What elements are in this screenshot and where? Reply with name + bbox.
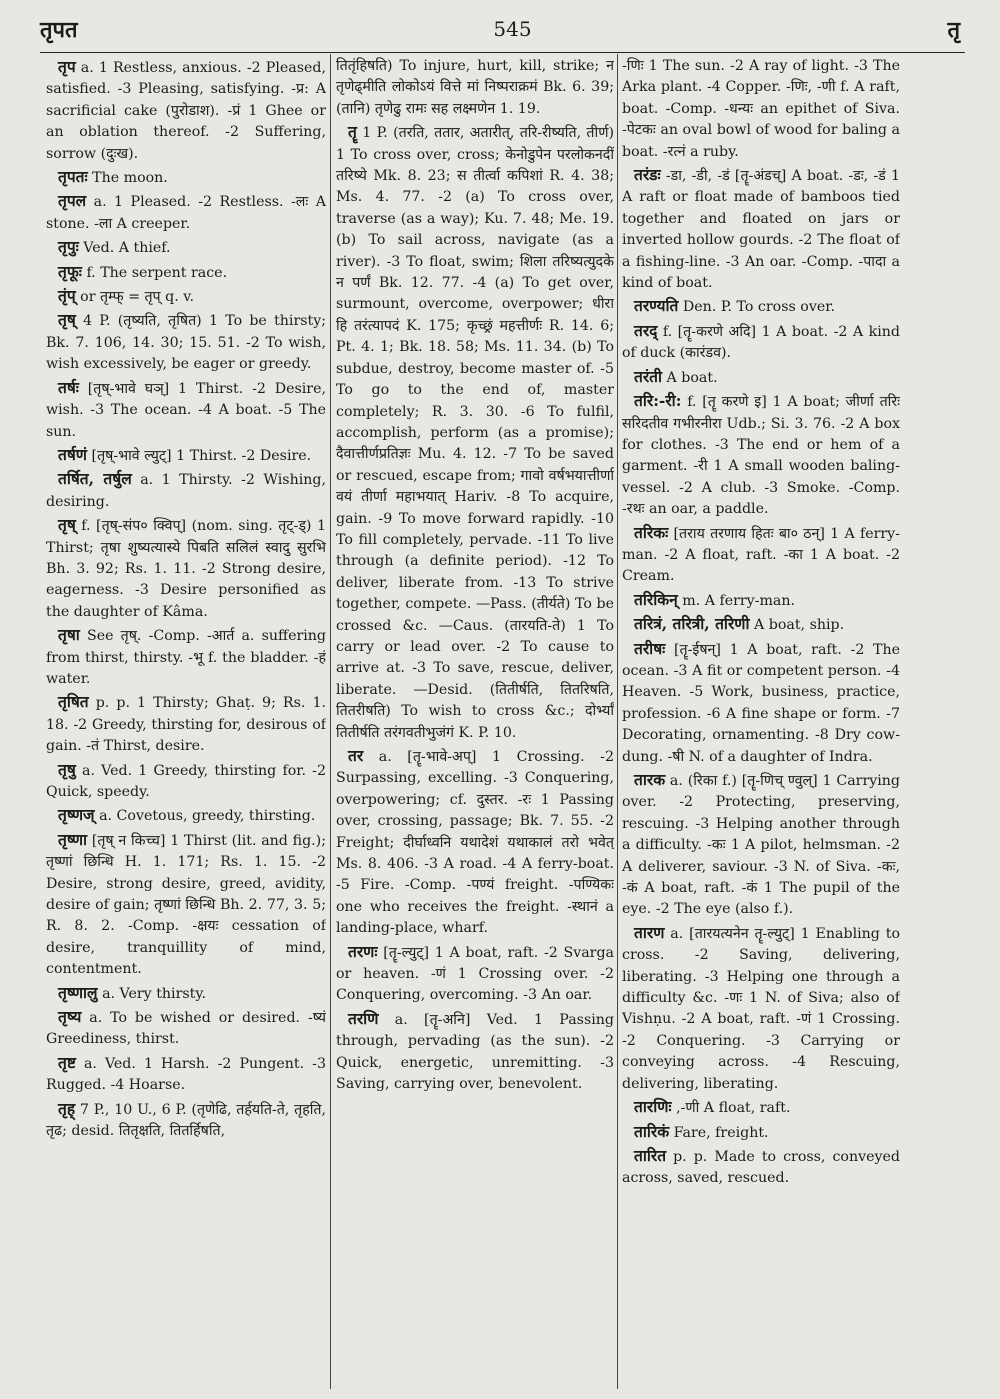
entry-definition: a. [तारयत्यनेन तॄ-ल्युट्] 1 Enabling to cross. -2 Saving, delivering, liberating. -3 Helping one through a difficulty &c. -णः 1 N. of Siva; also of Vishṇu. -2 A boat, raft. -णं 1 Crossing. -2 Conquering. -3 Carrying or conveying across. -4 Rescuing, delivering, liberating. — [622, 925, 900, 1092]
dictionary-entry — [46, 285, 326, 308]
entry-headword: तृष् — [58, 515, 76, 535]
entry-headword: तृषु — [58, 759, 76, 779]
dictionary-entry — [46, 804, 326, 827]
entry-definition: f. [तृष्-संप० क्विप्] (nom. sing. तृट्-ड्) 1 Thirst; तृषा शुष्यत्यास्ये पिबति सलिलं स्वादु सुरभि Bh. 3. 92; Rs. 1. 11. -2 Strong desire, eagerness. -3 Desire personified as the daughter of Kâma. — [46, 518, 326, 620]
entry-headword: तारण — [634, 922, 665, 942]
entry-definition: See तृष्. -Comp. -आर्त a. suffering from thirst, thirsty. -भू f. the bladder. -हं water. — [46, 628, 326, 687]
header-right-guideword: तृ — [947, 17, 960, 43]
entry-definition: -णिः 1 The sun. -2 A ray of light. -3 The Arka plant. -4 Copper. -णिः, -णी f. A raft, boat. -Comp. -धन्यः an epithet of Siva. -पेटकः an oval bowl of wood for baling a boat. -रत्नं a ruby. — [622, 58, 900, 160]
dictionary-entry — [46, 691, 326, 757]
entry-headword: तर्षित, तर्षुल — [58, 469, 132, 489]
entry-headword: तर्षः — [58, 377, 79, 397]
entry-definition: a. 1 Restless, anxious. -2 Pleased, satisfied. -3 Pleasing, satisfying. -प्र: A sacrificial cake (पुरोडाश). -प्रं 1 Ghee or an oblation thereof. -2 Suffering, sorrow (दुःख). — [46, 60, 326, 162]
dictionary-entry — [336, 745, 614, 940]
dictionary-entry — [46, 1098, 326, 1143]
entry-definition: a. Very thirsty. — [102, 985, 206, 1002]
entry-definition: m. A ferry-man. — [682, 592, 796, 609]
entry-headword: तारक — [634, 770, 666, 789]
dictionary-entry — [46, 982, 326, 1005]
dictionary-entry — [622, 390, 900, 520]
entry-headword: तृष्य — [58, 1007, 82, 1027]
dictionary-entry — [622, 320, 900, 365]
entry-headword: तृष्ट — [58, 1052, 76, 1072]
entry-definition: a. To be wished or desired. -ष्यं Greediness, thirst. — [46, 1010, 326, 1048]
entry-headword: तृषा — [58, 625, 80, 645]
dictionary-entry — [622, 295, 900, 318]
dictionary-entry — [336, 941, 614, 1007]
dictionary-entry — [46, 236, 326, 259]
entry-headword: तृपल — [58, 191, 87, 211]
entry-headword: तॄ — [348, 122, 357, 142]
running-header — [40, 12, 960, 46]
dictionary-entry — [622, 589, 900, 612]
entry-definition: 7 P., 10 U., 6 P. (तृणेढि, तर्हयति-ते, तृहति, तृढ; desid. तितृक्षति, तितर्हिषति, — [46, 1101, 326, 1140]
dictionary-entry — [336, 1008, 614, 1096]
entry-definition: तितृंहिषति) To injure, hurt, kill, strike; न तृणेढ्मीति लोकोऽयं वित्ते मां निष्पराक्रमं Bk. 6. 39; (तानि) तृणेढु रामः सह लक्ष्मणेन 1. 19. — [336, 58, 614, 117]
dictionary-entry — [336, 121, 614, 744]
dictionary-entry — [622, 366, 900, 389]
dictionary-entry — [46, 468, 326, 513]
entry-headword: तृफूः — [58, 261, 82, 281]
entry-definition: A boat, ship. — [754, 617, 845, 634]
entry-definition: -डा, -डी, -डं [तॄ-अंडच्] A boat. -डः, -डं 1 A raft or float made of bamboos tied together and floated on jars or inverted hollow gourds. -2 The float of a fishing-line. -3 An oar. -Comp. -पादा a kind of boat. — [622, 168, 900, 292]
entry-definition: f. [तॄ-करणे अदि] 1 A boat. -2 A kind of duck (कारंडव). — [622, 323, 900, 362]
entry-headword: तृंप् — [58, 286, 76, 306]
entry-headword: तारित — [634, 1145, 667, 1165]
entry-headword: तृष्णज् — [58, 805, 95, 825]
entry-headword: तरणि — [348, 1008, 379, 1028]
entry-definition: a. [तॄ-भावे-अप्] 1 Crossing. -2 Surpassing, excelling. -3 Conquering, overpowering; cf. दुस्तर. -रः 1 Passing over, crossing, passage; Bk. 7. 55. -2 Freight; दीर्घाध्वनि यथादेशं यथाकालं तरो भवेत् Ms. 8. 406. -3 A road. -4 A ferry-boat. -5 Fire. -Comp. -पण्यं freight. -पण्यिकः one who receives the freight. -स्थानं a landing-place, wharf. — [336, 749, 614, 937]
entry-definition: p. p. Made to cross, conveyed across, saved, rescued. — [622, 1148, 900, 1187]
dictionary-entry — [336, 56, 614, 120]
entry-definition: [तृष्-भावे घञ्] 1 Thirst. -2 Desire, wish. -3 The ocean. -4 A boat. -5 The sun. — [46, 380, 326, 440]
entry-headword: तृष्णालु — [58, 982, 98, 1002]
dictionary-entry — [622, 1121, 900, 1144]
entry-headword: तृषित — [58, 692, 89, 712]
entry-definition: The moon. — [92, 170, 168, 187]
dictionary-entry — [46, 444, 326, 467]
entry-definition: a. Ved. 1 Greedy, thirsting for. -2 Quick, speedy. — [46, 762, 326, 800]
entry-headword: तृष्णा — [58, 829, 88, 849]
entry-definition: [तृष्-भावे ल्युट्] 1 Thirst. -2 Desire. — [91, 447, 312, 464]
dictionary-entry — [622, 922, 900, 1095]
header-rule — [40, 52, 965, 53]
entry-headword: तर — [348, 746, 364, 765]
entry-headword: तरणः — [348, 941, 378, 961]
entry-definition: a. [तॄ-अनि] Ved. 1 Passing through, pervading (as the sun). -2 Quick, energetic, unremitting. -3 Saving, carrying over, benevolent. — [336, 1011, 614, 1093]
entry-definition: 4 P. (तृष्यति, तृषित) 1 To be thirsty; Bk. 7. 106, 14. 30; 15. 51. -2 To wish, wish excessively, be eager or greedy. — [46, 313, 326, 373]
entry-headword: तरण्यति — [634, 296, 679, 316]
column-divider-1 — [330, 54, 331, 1389]
dictionary-entry — [46, 190, 326, 235]
entry-definition: a. Ved. 1 Harsh. -2 Pungent. -3 Rugged. -4 Hoarse. — [46, 1055, 326, 1094]
dictionary-entry — [46, 56, 326, 165]
entry-headword: तरित्रं, तरित्री, तरिणी — [634, 614, 750, 634]
dictionary-entry — [46, 759, 326, 804]
column-1 — [46, 56, 326, 1386]
entry-headword: तृष् — [58, 310, 76, 330]
dictionary-entry — [46, 166, 326, 189]
entry-definition: ,-णी A float, raft. — [676, 1100, 791, 1117]
dictionary-entry — [46, 377, 326, 443]
entry-headword: तरि:-री: — [634, 391, 682, 411]
dictionary-entry — [46, 1052, 326, 1097]
dictionary-entry — [622, 638, 900, 768]
entry-definition: a. 1 Pleased. -2 Restless. -लः A stone. -ला A creeper. — [46, 194, 326, 232]
entry-definition: [तॄ-ईषन्] 1 A boat, raft. -2 The ocean. -3 A fit or competent person. -4 Heaven. -5 Work, business, practice, profession. -6 A fine shape or form. -7 Decorating, ornamenting. -8 Dry cow-dung. -षी N. of a daughter of Indra. — [622, 641, 900, 765]
entry-headword: तर्षणं — [58, 444, 88, 464]
entry-headword: तरीषः — [634, 638, 666, 658]
entry-definition: A boat. — [666, 369, 718, 386]
column-3 — [622, 56, 900, 1386]
entry-definition: p. p. 1 Thirsty; Ghaṭ. 9; Rs. 1. 18. -2 Greedy, thirsting for, desirous of gain. -तं Thirst, desire. — [46, 695, 326, 755]
column-divider-2 — [617, 54, 618, 1389]
entry-headword: तरिकिन् — [634, 589, 678, 609]
dictionary-entry — [622, 522, 900, 588]
dictionary-entry — [46, 261, 326, 284]
entry-headword: तरद् — [634, 320, 658, 340]
entry-definition: a. (रिका f.) [तॄ-णिच् ण्वुल्] 1 Carrying over. -2 Protecting, preserving, rescuing. -3 Helping another through a difficulty. -कः 1 A pilot, helmsman. -2 A deliverer, saviour. -3 N. of Siva. -कः, -कं A boat, raft. -कं 1 The pupil of the eye. -2 The eye (also f.). — [622, 773, 900, 918]
dictionary-entry — [622, 1145, 900, 1190]
dictionary-entry — [46, 624, 326, 690]
entry-headword: तरिकः — [634, 522, 669, 542]
dictionary-entry — [622, 164, 900, 294]
dictionary-entry — [622, 769, 900, 921]
entry-definition: 1 P. (तरति, ततार, अतारीत्, तरि-रीष्यति, तीर्ण) 1 To cross over, cross; केनोडुपेन परलोकनदीं तरिष्ये Mk. 8. 23; स तीर्त्वा कपिशां R. 4. 38; Ms. 4. 77. -2 (a) To cross over, traverse (as a way); Ku. 7. 48; Me. 19. (b) To sail across, navigate (as a river). -3 To float, swim; शिला तरिष्यत्युदके न पर्णं Bk. 12. 77. -4 (a) To get over, surmount, overcome, overpower; धीरा हि तरंत्यापदं K. 175; कृच्छ्रं महत्तीर्णः R. 14. 6; Pt. 4. 1; Bk. 18. 58; Ms. 11. 34. (b) To subdue, destroy, become master of. -5 To go to the end of, master completely; R. 3. 30. -6 To fulfil, accomplish, perform (as a promise); दैवात्तीर्णप्रतिज्ञः Mu. 4. 12. -7 To be saved or rescued, escape from; गावो वर्षभयात्तीर्णा वयं तीर्णा महाभयात् Hariv. -8 To acquire, gain. -9 To move forward rapidly. -10 To fill completely, pervade. -11 To live through (a definite period). -12 To deliver, liberate from. -13 To strive together, compete. —Pass. (तीर्यते) To be crossed &c. —Caus. (तारयति-ते) 1 To carry or lead over. -2 To cause to arrive at. -3 To save, rescue, deliver, liberate. —Desid. (तितीर्षति, तितरिषति, तितरीषति) To wish to cross &c.; दोर्भ्यां तितीर्षति तरंगवतीभुजंगं K. P. 10. — [336, 125, 614, 741]
entry-headword: तृपुः — [58, 237, 79, 257]
dictionary-entry — [622, 1096, 900, 1119]
dictionary-entry — [46, 829, 326, 981]
entry-headword: तारणिः — [634, 1097, 672, 1117]
entry-headword: तरंडः — [634, 165, 661, 185]
entry-headword: तृपतः — [58, 167, 88, 187]
column-2 — [336, 56, 614, 1386]
entry-definition: Fare, freight. — [673, 1124, 769, 1141]
dictionary-entry — [622, 613, 900, 636]
entry-definition: f. The serpent race. — [86, 264, 228, 281]
entry-definition: [तृष् न किच्च] 1 Thirst (lit. and fig.); तृष्णां छिन्धि H. 1. 171; Rs. 1. 15. -2 Desire, strong desire, greed, avidity, desire of gain; तृष्णां छिन्धि Bh. 2. 77, 3. 5; R. 8. 2. -Comp. -क्षयः cessation of desire, tranquillity of mind, contentment. — [46, 832, 326, 978]
entry-definition: f. [तॄ करणे इ] 1 A boat; जीर्णा तरिः सरिदतीव गभीरनीरा Udb.; Si. 3. 76. -2 A box for clothes. -3 The end or hem of a garment. -री 1 A small wooden baling-vessel. -2 A club. -3 Smoke. -Comp. -रथः an oar, a paddle. — [622, 394, 900, 518]
entry-definition: or तृम्फ् = तृप् q. v. — [80, 289, 195, 306]
dictionary-entry — [46, 1006, 326, 1051]
entry-headword: तरंती — [634, 366, 663, 386]
entry-definition: [तॄ-ल्युट्] 1 A boat, raft. -2 Svarga or heaven. -णं 1 Crossing over. -2 Conquering, overcoming. -3 An oar. — [336, 944, 614, 1004]
entry-definition: a. Covetous, greedy, thirsting. — [99, 808, 316, 825]
dictionary-entry — [46, 309, 326, 375]
entry-definition: [तराय तरणाय हितः बा० ठन्] 1 A ferry-man. -2 A float, raft. -का 1 A boat. -2 Cream. — [622, 525, 900, 585]
header-left-guideword: तृपत — [40, 17, 78, 43]
dictionary-entry — [46, 514, 326, 623]
entry-headword: तारिकं — [634, 1121, 670, 1141]
entry-headword: तृप — [58, 57, 76, 76]
entry-definition: Den. P. To cross over. — [682, 299, 835, 316]
entry-headword: तृह् — [58, 1098, 76, 1118]
page-number: 545 — [493, 17, 532, 41]
dictionary-entry — [622, 56, 900, 163]
entry-definition: Ved. A thief. — [83, 240, 171, 257]
entry-definition: a. 1 Thirsty. -2 Wishing, desiring. — [46, 472, 326, 510]
